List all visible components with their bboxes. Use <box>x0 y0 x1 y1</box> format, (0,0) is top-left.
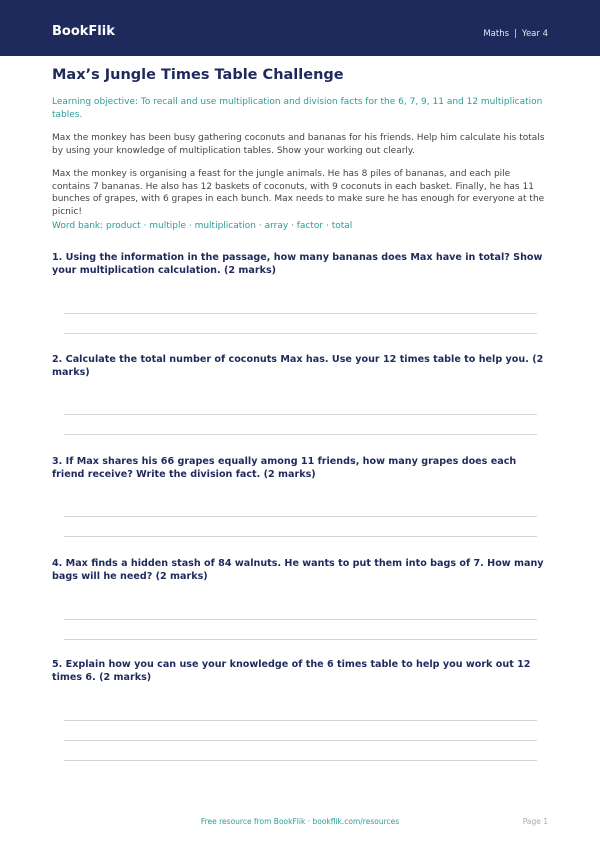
question-5: 5. Explain how you can use your knowledge of the 6 times table to help you work out 12 times 6. (2 marks) <box>52 659 531 684</box>
answer-line[interactable] <box>64 536 537 537</box>
answer-line[interactable] <box>64 740 537 741</box>
answer-line[interactable] <box>64 434 537 435</box>
question-1: 1. Using the information in the passage, how many bananas does Max have in total? Show your multiplication calculation. (2 marks) <box>52 252 543 277</box>
question-2: 2. Calculate the total number of coconuts Max has. Use your 12 times table to help you. (2 marks) <box>52 354 544 379</box>
subject-label: Maths <box>483 29 510 39</box>
year-label: Year 4 <box>521 29 548 39</box>
answer-line[interactable] <box>64 313 537 314</box>
question-3: 3. If Max shares his 66 grapes equally among 11 friends, how many grapes does each friend receive? Write the division fact. (2 marks) <box>52 456 517 481</box>
question-4: 4. Max finds a hidden stash of 84 walnuts. He wants to put them into bags of 7. How many bags will he need? (2 marks) <box>52 558 544 583</box>
page-number: Page 1 <box>522 817 548 826</box>
brand-logo[interactable]: BookFlik <box>52 24 115 39</box>
intro-paragraph: Max the monkey has been busy gathering coconuts and bananas for his friends. Help him calculate his totals by using your knowledge of multiplication tables. Show your working out clearly. <box>52 133 545 156</box>
answer-line[interactable] <box>64 720 537 721</box>
header-bar <box>0 0 600 56</box>
worksheet-title: Max’s Jungle Times Table Challenge <box>52 67 344 83</box>
answer-line[interactable] <box>64 760 537 761</box>
answer-line[interactable] <box>64 619 537 620</box>
learning-objective: Learning objective: To recall and use multiplication and division facts for the 6, 7, 9, 11 and 12 multiplication tables. <box>52 97 543 120</box>
answer-line[interactable] <box>64 333 537 334</box>
footer-credit[interactable]: Free resource from BookFlik · bookflik.com/resources <box>200 817 400 826</box>
subject-year-label <box>483 28 548 40</box>
passage-paragraph: Max the monkey is organising a feast for the jungle animals. He has 8 piles of bananas, and each pile contains 7 bananas. He also has 12 baskets of coconuts, with 9 coconuts in each basket. Finally, he has 11 bunches of grapes, with 6 grapes in each bunch. Max needs to make sure he has enough for everyone at the picnic! <box>52 169 545 217</box>
answer-line[interactable] <box>64 516 537 517</box>
answer-line[interactable] <box>64 639 537 640</box>
meta-separator: | <box>514 29 517 39</box>
answer-line[interactable] <box>64 414 537 415</box>
word-bank: Word bank: product · multiple · multiplication · array · factor · total <box>52 221 353 231</box>
